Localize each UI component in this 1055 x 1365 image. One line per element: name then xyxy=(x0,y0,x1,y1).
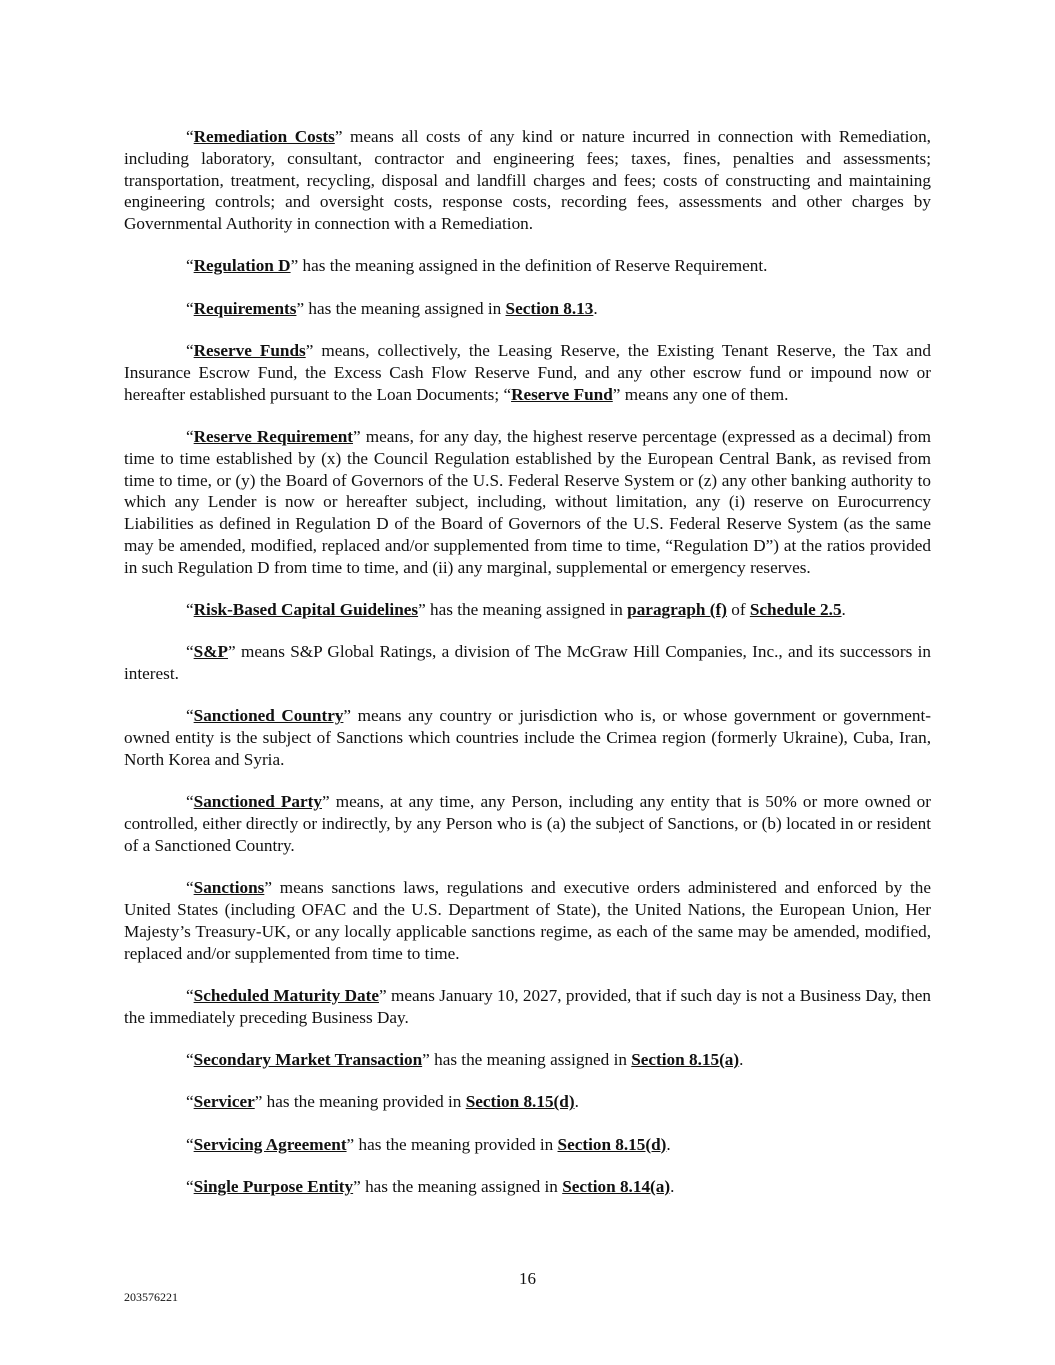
definition-text: has the meaning provided in xyxy=(354,1134,558,1154)
definition-servicing-agreement: “Servicing Agreement” has the meaning provided in Section 8.15(d). xyxy=(186,1134,671,1154)
definition-mid: of xyxy=(726,600,750,620)
section-reference: Section 8.15(a) xyxy=(631,1050,740,1069)
definition-risk-based-capital-guidelines: “Risk-Based Capital Guidelines” has the meaning assigned in paragraph (f) of Schedule 2.5. xyxy=(186,600,846,620)
defined-term: Reserve Funds xyxy=(193,341,306,361)
definition-requirements: “Requirements” has the meaning assigned in Section 8.13. xyxy=(186,298,598,318)
defined-term: Requirements xyxy=(193,298,297,318)
definition-reserve-funds: “Reserve Funds” means, collectively, the Leasing Reserve, the Existing Tenant Reserve, the Tax and Insurance Escrow Fund, the Excess Cash Flow Reserve Fund, and any other escrow fund or impound now or hereafter established pursuant to the Loan Documents; “Reserve Fund” means any one of them. xyxy=(124,341,931,404)
definition-scheduled-maturity-date: “Scheduled Maturity Date” means January 10, 2027, provided, that if such day is not a Business Day, then the immediately preceding Business Day. xyxy=(124,985,931,1027)
definition-remediation-costs: “Remediation Costs” means all costs of any kind or nature incurred in connection with Remediation, including laboratory, consultant, contractor and engineering fees; taxes, fines, penalties and assessments; transportation, treatment, recycling, disposal and landfill charges and fees; costs of constructing and maintaining engineering controls; and oversight costs, response costs, recording fees, assessments and other charges by Governmental Authority in connection with a Remediation. xyxy=(124,127,931,234)
definition-text: has the meaning assigned in xyxy=(425,600,628,620)
defined-term: Remediation Costs xyxy=(193,127,335,146)
definition-text: means all costs of any kind or nature incurred in connection with Remediation, including laboratory, consultant, contractor and engineering fees; taxes, fines, penalties and assessments; transportation, treatment, recycling, disposal and landfill charges and fees; costs of constructing and maintaining engineering controls; and oversight costs, response costs, recording fees, assessments and other charges by Governmental Authority in connection with a Remediation. xyxy=(124,127,931,234)
definition-text: has the meaning assigned in xyxy=(304,298,506,318)
definition-text: means January 10, 2027, provided, that if such day is not a Business Day, then the immediately preceding Business Day. xyxy=(124,985,931,1027)
definition-tail: . xyxy=(593,298,598,318)
definition-text: has the meaning assigned in xyxy=(429,1050,632,1069)
definition-reserve-requirement: “Reserve Requirement” means, for any day, the highest reserve percentage (expressed as a decimal) from time to time established by (x) the Council Regulation established by the European Central Bank, as revised from time to time, or (y) the Board of Governors of the U.S. Federal Reserve System or (z) any other banking authority to which any Lender is now or hereafter subject, including, without limitation, any (i) reserve on Eurocurrency Liabilities as defined in Regulation D of the Board of Governors of the U.S. Federal Reserve System (as the same may be amended, modified, replaced and/or supplemented from time to time, “Regulation D”) at the ratios provided in such Regulation D from time to time, and (ii) any marginal, supplemental or emergency reserves. xyxy=(124,426,931,577)
defined-term: Risk-Based Capital Guidelines xyxy=(193,600,419,620)
definition-regulation-d: “Regulation D” has the meaning assigned in the definition of Reserve Requirement. xyxy=(186,256,768,276)
definition-sanctioned-party: “Sanctioned Party” means, at any time, any Person, including any entity that is 50% or more owned or controlled, either directly or indirectly, by any Person who is (a) the subject of Sanctions, or (b) located in or resident of a Sanctioned Country. xyxy=(124,792,931,855)
definition-text: means sanctions laws, regulations and executive orders administered and enforced by the United States (including OFAC and the U.S. Department of State), the United Nations, the European Union, Her Majesty’s Treasury-UK, or any locally applicable sanctions regime, as each of the same may be amended, modified, replaced and/or supplemented from time to time. xyxy=(124,878,931,963)
defined-term: S&P xyxy=(193,642,229,662)
definition-text: means, collectively, the Leasing Reserve, the Existing Tenant Reserve, the Tax and Insurance Escrow Fund, the Excess Cash Flow Reserve Fund, and any other escrow fund or impound now or hereafter established pursuant to the Loan Documents; xyxy=(124,341,931,404)
definition-tail: means any one of them. xyxy=(620,384,789,404)
definition-text: means S&P Global Ratings, a division of The McGraw Hill Companies, Inc., and its successors in interest. xyxy=(124,642,931,684)
defined-term: Sanctioned Country xyxy=(193,706,344,726)
definition-text: has the meaning assigned in the definition of Reserve Requirement. xyxy=(298,256,768,276)
defined-term: Sanctions xyxy=(193,878,265,898)
definition-text: has the meaning assigned in xyxy=(360,1176,563,1196)
definition-tail: . xyxy=(574,1092,579,1112)
defined-term: Reserve Requirement xyxy=(193,426,354,446)
definition-tail: . xyxy=(841,600,846,620)
defined-term: Regulation D xyxy=(193,256,291,276)
defined-term: Single Purpose Entity xyxy=(193,1176,354,1196)
definition-single-purpose-entity: “Single Purpose Entity” has the meaning assigned in Section 8.14(a). xyxy=(186,1176,675,1196)
schedule-reference: Schedule 2.5 xyxy=(749,600,842,620)
section-reference: Section 8.14(a) xyxy=(562,1176,671,1196)
section-reference: Section 8.15(d) xyxy=(465,1092,575,1112)
section-reference: Section 8.15(d) xyxy=(557,1134,667,1154)
definition-secondary-market-transaction: “Secondary Market Transaction” has the meaning assigned in Section 8.15(a). xyxy=(186,1050,744,1069)
defined-term: Sanctioned Party xyxy=(193,792,322,812)
definition-tail: . xyxy=(666,1134,671,1154)
defined-term-secondary: Reserve Fund xyxy=(511,384,613,404)
defined-term: Servicer xyxy=(193,1092,255,1112)
defined-term: Secondary Market Transaction xyxy=(193,1050,423,1069)
section-reference: Section 8.13 xyxy=(505,298,594,318)
defined-term: Scheduled Maturity Date xyxy=(193,985,379,1005)
definition-text: means, for any day, the highest reserve percentage (expressed as a decimal) from time to time established by (x) the Council Regulation established by the European Central Bank, as revised from time to time, or (y) the Board of Governors of the U.S. Federal Reserve System or (z) any other banking authority to which any Lender is now or hereafter subject, including, without limitation, any (i) reserve on Eurocurrency Liabilities as defined in Regulation D of the Board of Governors of the U.S. Federal Reserve System (as the same may be amended, modified, replaced and/or supplemented from time to time, “Regulation D”) at the ratios provided in such Regulation D from time to time, and (ii) any marginal, supplemental or emergency reserves. xyxy=(124,426,931,577)
paragraph-reference: paragraph (f) xyxy=(627,600,727,620)
definition-text: means any country or jurisdiction who is, or whose government or government-owned entity is the subject of Sanctions which countries include the Crimea region (formerly Ukraine), Cuba, Iran, North Korea and Syria. xyxy=(124,706,931,770)
document-id: 203576221 xyxy=(124,1290,178,1304)
defined-term: Servicing Agreement xyxy=(193,1134,347,1154)
definition-text: means, at any time, any Person, including any entity that is 50% or more owned or controlled, either directly or indirectly, by any Person who is (a) the subject of Sanctions, or (b) located in or resident of a Sanctioned Country. xyxy=(124,792,931,855)
definition-sanctioned-country: “Sanctioned Country” means any country or jurisdiction who is, or whose government or government-owned entity is the subject of Sanctions which countries include the Crimea region (formerly Ukraine), Cuba, Iran, North Korea and Syria. xyxy=(124,706,931,770)
definitions-list xyxy=(124,126,931,1218)
page-number: 16 xyxy=(519,1269,536,1288)
definition-text: has the meaning provided in xyxy=(262,1092,466,1112)
definition-s-and-p: “S&P” means S&P Global Ratings, a division of The McGraw Hill Companies, Inc., and its successors in interest. xyxy=(124,642,931,684)
definition-sanctions: “Sanctions” means sanctions laws, regulations and executive orders administered and enforced by the United States (including OFAC and the U.S. Department of State), the United Nations, the European Union, Her Majesty’s Treasury-UK, or any locally applicable sanctions regime, as each of the same may be amended, modified, replaced and/or supplemented from time to time. xyxy=(124,878,931,963)
definition-tail: . xyxy=(739,1050,744,1069)
definition-tail: . xyxy=(670,1176,675,1196)
definition-servicer: “Servicer” has the meaning provided in Section 8.15(d). xyxy=(186,1092,579,1112)
